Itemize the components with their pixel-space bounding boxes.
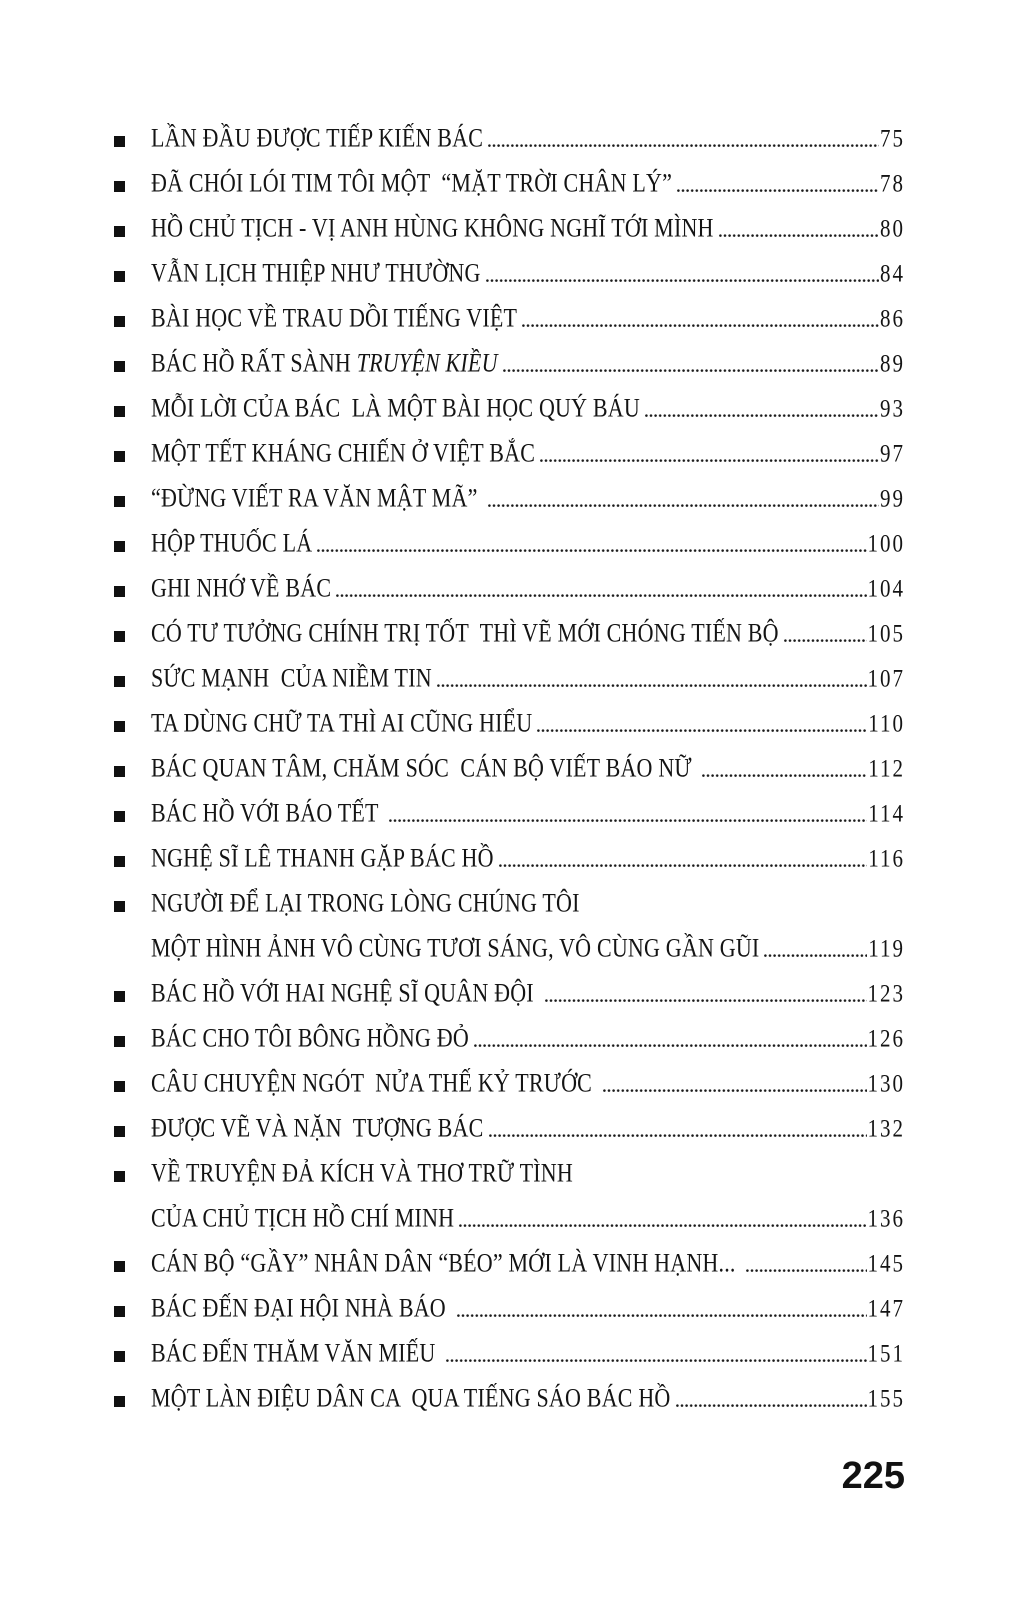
dot-leader: [540, 459, 879, 462]
bullet-square-icon: [114, 541, 125, 552]
bullet-square-icon: [114, 901, 125, 912]
toc-title-segment: CÁN BỘ “GẦY” NHÂN DÂN “BÉO” MỚI LÀ VINH HẠNH...: [151, 1247, 742, 1278]
dot-leader: [746, 1269, 866, 1272]
toc-title-segment: CỦA CHỦ TỊCH HỒ CHÍ MINH: [151, 1202, 455, 1233]
toc-title-segment: HỘP THUỐC LÁ: [151, 527, 313, 558]
toc-entry-page-number: 110: [868, 708, 905, 738]
dot-leader: [474, 1044, 867, 1047]
toc-list: [114, 117, 905, 1422]
toc-title-segment: LẦN ĐẦU ĐƯỢC TIẾP KIẾN BÁC: [151, 122, 484, 153]
dot-leader: [537, 729, 867, 732]
dot-leader: [503, 369, 879, 372]
toc-entry-page-number: 89: [880, 348, 905, 378]
dot-leader: [437, 684, 867, 687]
toc-title-italic-segment: TRUYỆN KIỀU: [356, 347, 498, 378]
bullet-square-icon: [114, 181, 125, 192]
dot-leader: [676, 1404, 867, 1407]
toc-title-segment: MỘT HÌNH ẢNH VÔ CÙNG TƯƠI SÁNG, VÔ CÙNG GẦN GŨI: [151, 932, 760, 963]
bullet-square-icon: [114, 1126, 125, 1137]
toc-entry-page-number: 114: [868, 798, 905, 828]
dot-leader: [489, 1134, 867, 1137]
bullet-square-icon: [114, 766, 125, 777]
toc-entry-page-number: 107: [867, 663, 905, 693]
dot-leader: [702, 774, 867, 777]
dot-leader: [457, 1314, 867, 1317]
toc-title-segment: ĐƯỢC VẼ VÀ NẶN TƯỢNG BÁC: [151, 1112, 484, 1143]
toc-title-segment: BÁC HỒ VỚI HAI NGHỆ SĨ QUÂN ĐỘI: [151, 977, 540, 1008]
toc-entry-page-number: 75: [880, 123, 905, 153]
toc-title-segment: BÁC HỒ RẤT SÀNH: [151, 347, 357, 378]
toc-entry-page-number: 112: [868, 753, 905, 783]
bullet-square-icon: [114, 316, 125, 327]
toc-title-segment: VỀ TRUYỆN ĐẢ KÍCH VÀ THƠ TRỮ TÌNH: [151, 1157, 573, 1188]
dot-leader: [764, 954, 867, 957]
toc-title-segment: CÂU CHUYỆN NGÓT NỬA THẾ KỶ TRƯỚC: [151, 1067, 598, 1098]
dot-leader: [499, 864, 868, 867]
toc-title-segment: MỖI LỜI CỦA BÁC LÀ MỘT BÀI HỌC QUÝ BÁU: [151, 392, 640, 423]
bullet-square-icon: [114, 1351, 125, 1362]
toc-entry-page-number: 119: [868, 933, 905, 963]
toc-entry-page-number: 80: [880, 213, 905, 243]
bullet-square-icon: [114, 721, 125, 732]
toc-entry-page-number: 155: [867, 1383, 905, 1413]
toc-entry-page-number: 116: [868, 843, 905, 873]
bullet-square-icon: [114, 496, 125, 507]
toc-entry-page-number: 105: [867, 618, 905, 648]
toc-title-segment: ĐÃ CHÓI LÓI TIM TÔI MỘT “MẶT TRỜI CHÂN LÝ”: [151, 167, 673, 198]
toc-title-segment: SỨC MẠNH CỦA NIỀM TIN: [151, 662, 432, 693]
dot-leader: [459, 1224, 866, 1227]
toc-title-segment: BÁC ĐẾN THĂM VĂN MIẾU: [151, 1337, 442, 1368]
toc-title-segment: MỘT TẾT KHÁNG CHIẾN Ở VIỆT BẮC: [151, 437, 536, 468]
toc-entry-page-number: 104: [867, 573, 905, 603]
toc-title-segment: “ĐỪNG VIẾT RA VĂN MẬT MÃ”: [151, 482, 484, 513]
bullet-square-icon: [114, 406, 125, 417]
bullet-square-icon: [114, 1396, 125, 1407]
dot-leader: [389, 819, 867, 822]
bullet-square-icon: [114, 991, 125, 1002]
bullet-square-icon: [114, 676, 125, 687]
toc-entry-page-number: 132: [867, 1113, 905, 1143]
footer-page-number: 225: [841, 1455, 905, 1497]
bullet-square-icon: [114, 451, 125, 462]
toc-entry-page-number: 78: [880, 168, 905, 198]
bullet-square-icon: [114, 1261, 125, 1272]
dot-leader: [317, 549, 866, 552]
toc-entry-page-number: 97: [880, 438, 905, 468]
bullet-square-icon: [114, 1306, 125, 1317]
bullet-square-icon: [114, 631, 125, 642]
toc-entry-page-number: 123: [867, 978, 905, 1008]
toc-entry-page-number: 99: [880, 483, 905, 513]
dot-leader: [522, 324, 879, 327]
bullet-square-icon: [114, 136, 125, 147]
dot-leader: [784, 639, 867, 642]
toc-entry-title: [151, 1370, 671, 1425]
dot-leader: [645, 414, 879, 417]
toc-title-segment: HỒ CHỦ TỊCH - VỊ ANH HÙNG KHÔNG NGHĨ TỚI MÌNH: [151, 212, 714, 243]
bullet-square-icon: [114, 271, 125, 282]
bullet-square-icon: [114, 361, 125, 372]
bullet-square-icon: [114, 856, 125, 867]
toc-title-segment: MỘT LÀN ĐIỆU DÂN CA QUA TIẾNG SÁO BÁC HỒ: [151, 1382, 671, 1413]
toc-entry-page-number: 130: [867, 1068, 905, 1098]
toc-title-segment: BÀI HỌC VỀ TRAU DỒI TIẾNG VIỆT: [151, 302, 518, 333]
toc-entry-page-number: 100: [867, 528, 905, 558]
dot-leader: [603, 1089, 867, 1092]
toc-title-segment: TA DÙNG CHỮ TA THÌ AI CŨNG HIỂU: [151, 707, 533, 738]
dot-leader: [677, 189, 879, 192]
toc-title-segment: VẪN LỊCH THIỆP NHƯ THƯỜNG: [151, 257, 481, 288]
bullet-square-icon: [114, 811, 125, 822]
toc-entry-page-number: 84: [880, 258, 905, 288]
bullet-square-icon: [114, 586, 125, 597]
bullet-square-icon: [114, 1036, 125, 1047]
dot-leader: [719, 234, 879, 237]
toc-entry-page-number: 147: [867, 1293, 905, 1323]
toc-entry-page-number: 93: [880, 393, 905, 423]
toc-entry-page-number: 126: [867, 1023, 905, 1053]
dot-leader: [488, 504, 879, 507]
toc-entry-page-number: 86: [880, 303, 905, 333]
toc-title-segment: CÓ TƯ TƯỞNG CHÍNH TRỊ TỐT THÌ VẼ MỚI CHÓNG TIẾN BỘ: [151, 617, 779, 648]
toc-title-segment: BÁC ĐẾN ĐẠI HỘI NHÀ BÁO: [151, 1292, 452, 1323]
toc-title-segment: BÁC HỒ VỚI BÁO TẾT: [151, 797, 384, 828]
toc-entry-page-number: 145: [867, 1248, 905, 1278]
dot-leader: [336, 594, 866, 597]
toc-title-segment: NGHỆ SĨ LÊ THANH GẶP BÁC HỒ: [151, 842, 494, 873]
toc-title-segment: BÁC CHO TÔI BÔNG HỒNG ĐỎ: [151, 1022, 469, 1053]
toc-entry-page-number: 136: [867, 1203, 905, 1233]
bullet-square-icon: [114, 1171, 125, 1182]
toc-title-segment: NGƯỜI ĐỂ LẠI TRONG LÒNG CHÚNG TÔI: [151, 887, 580, 918]
bullet-square-icon: [114, 1081, 125, 1092]
dot-leader: [488, 144, 879, 147]
toc-title-segment: BÁC QUAN TÂM, CHĂM SÓC CÁN BỘ VIẾT BÁO NỮ: [151, 752, 698, 783]
toc-entry-row: [114, 1377, 905, 1422]
dot-leader: [486, 279, 879, 282]
page-footer: [114, 1454, 905, 1498]
bullet-square-icon: [114, 226, 125, 237]
dot-leader: [446, 1359, 866, 1362]
toc-title-segment: GHI NHỚ VỀ BÁC: [151, 572, 332, 603]
dot-leader: [545, 999, 867, 1002]
toc-entry-page-number: 151: [867, 1338, 905, 1368]
